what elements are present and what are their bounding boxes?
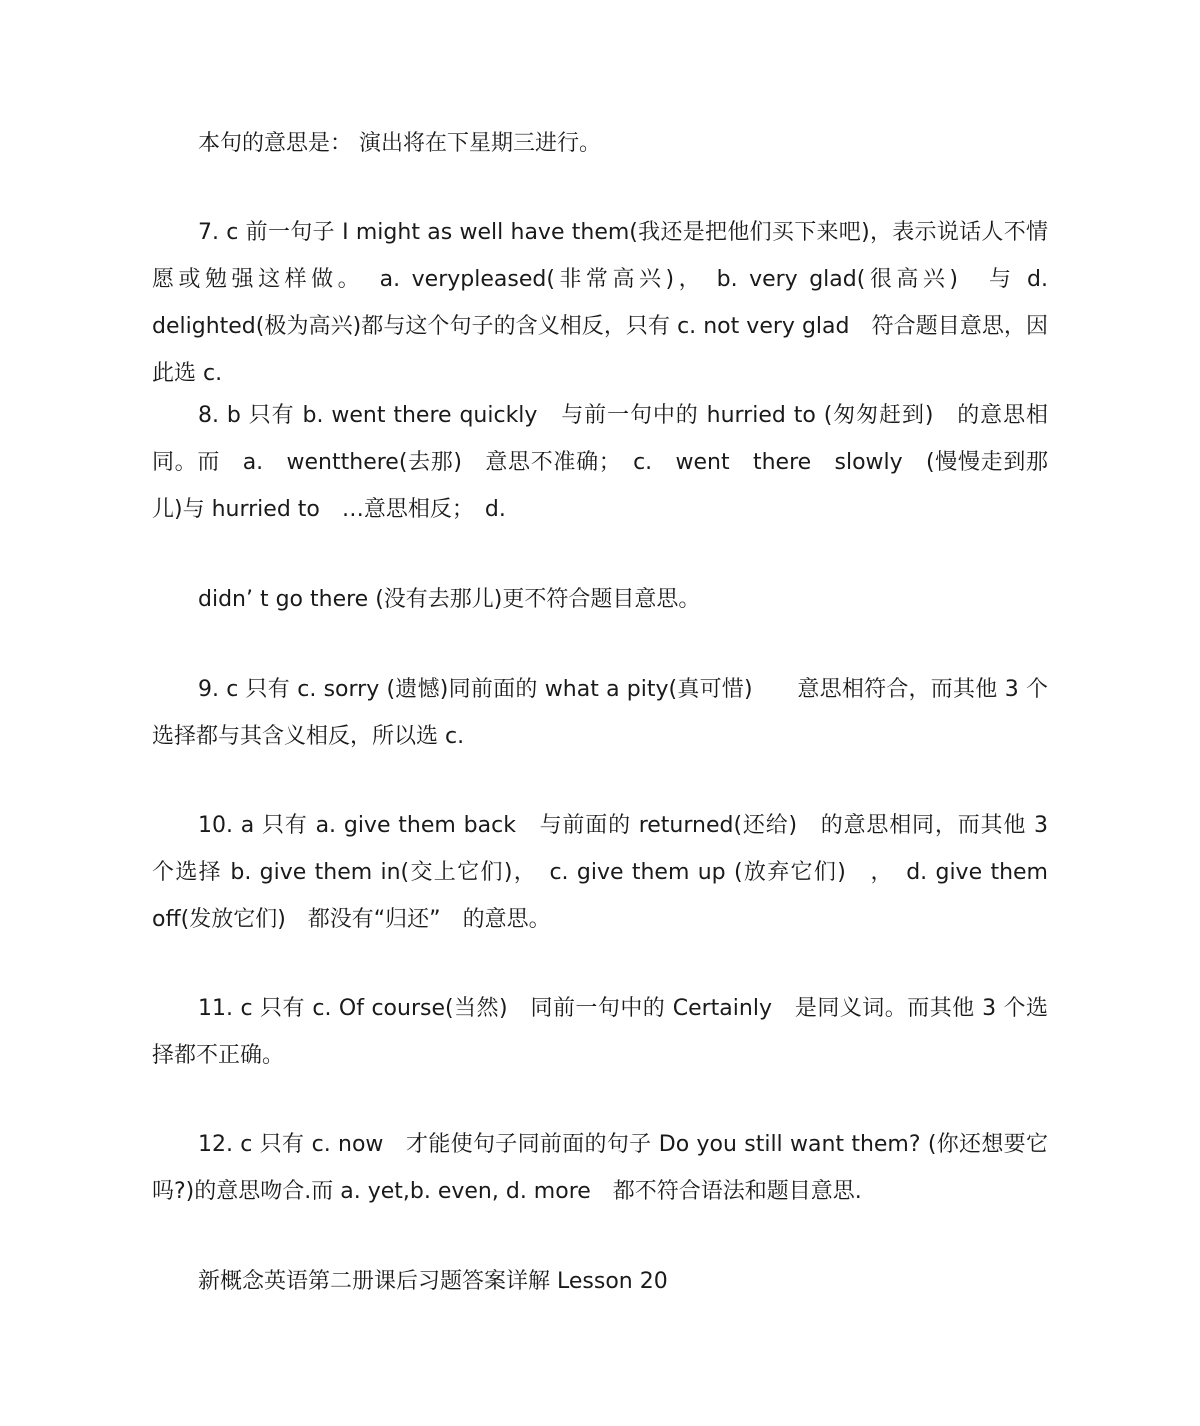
paragraph-answer-12: 12. c 只有 c. now 才能使句子同前面的句子 Do you still want them? (你还想要它吗?)的意思吻合.而 a. yet,b. even, d. more 都不符合语法和题目意思. [152, 1132, 1048, 1204]
section-heading-lesson-20: 新概念英语第二册课后习题答案详解 Lesson 20 [198, 1269, 668, 1294]
paragraph-answer-7: 7. c 前一句子 I might as well have them(我还是把他们买下来吧)，表示说话人不情愿或勉强这样做。 a. verypleased(非常高兴)， b. very glad(很高兴) 与 d. delighted(极为高兴)都与这个句子的含义相反，只有 c. not very glad 符合题目意思，因此选 c. [152, 220, 1048, 386]
paragraph-answer-8: 8. b 只有 b. went there quickly 与前一句中的 hurried to (匆匆赶到) 的意思相同。而 a. wentthere(去那) 意思不准确； c. went there slowly (慢慢走到那儿)与 hurried to …意思相反； d. [152, 403, 1048, 522]
paragraph-answer-9: 9. c 只有 c. sorry (遗憾)同前面的 what a pity(真可惜) 意思相符合，而其他 3 个选择都与其含义相反，所以选 c. [152, 677, 1048, 749]
paragraph-answer-10: 10. a 只有 a. give them back 与前面的 returned(还给) 的意思相同，而其他 3 个选择 b. give them in(交上它们)， c. give them up (放弃它们) ， d. give them off(发放它们) 都没有“归还” 的意思。 [152, 813, 1048, 932]
paragraph-answer-11: 11. c 只有 c. Of course(当然) 同前一句中的 Certainly 是同义词。而其他 3 个选择都不正确。 [152, 996, 1048, 1068]
paragraph-sentence-meaning: 本句的意思是： 演出将在下星期三进行。 [198, 131, 601, 156]
paragraph-answer-8-continued: didn’ t go there (没有去那儿)更不符合题目意思。 [198, 587, 701, 612]
